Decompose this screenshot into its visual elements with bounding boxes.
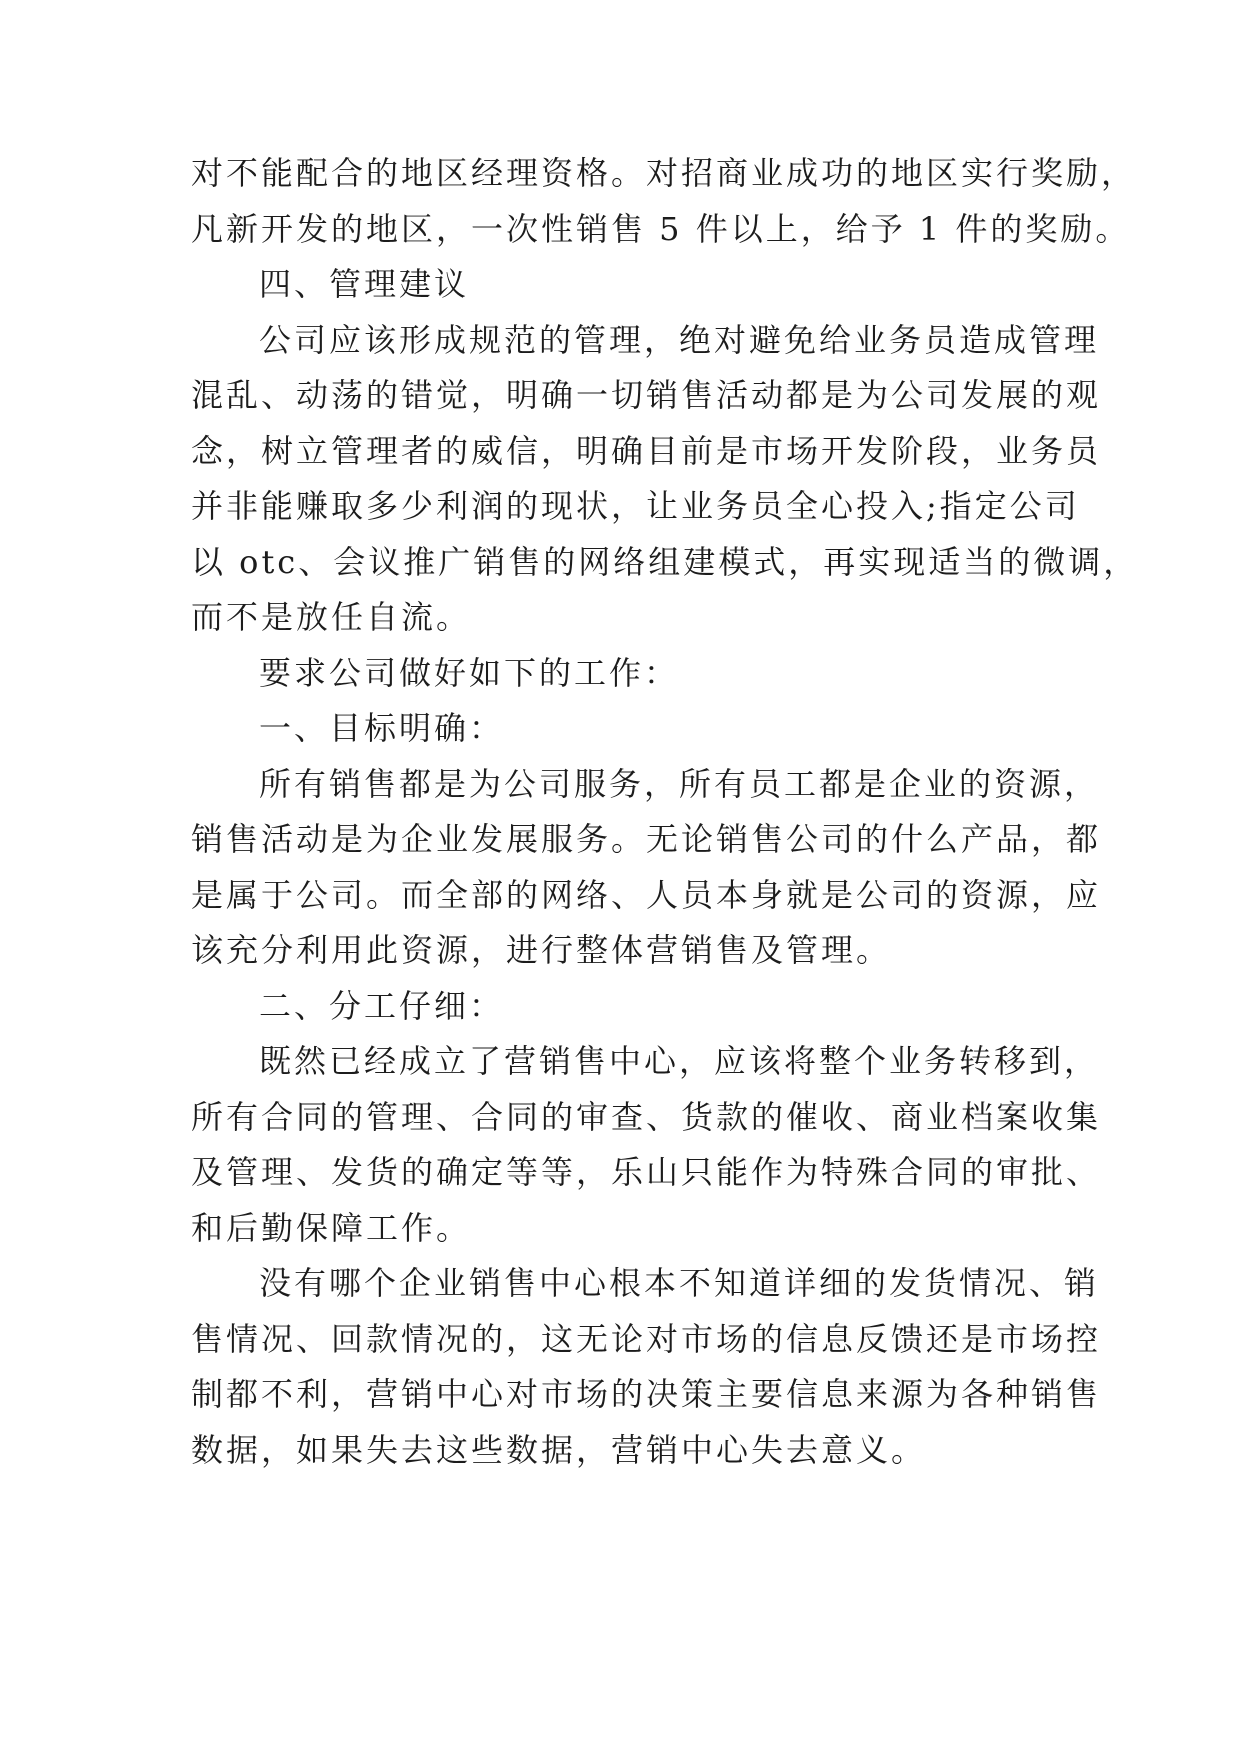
subsection-heading: 一、目标明确： xyxy=(259,709,505,747)
text-line: 及管理、发货的确定等等，乐山只能作为特殊合同的审批、 xyxy=(191,1153,1102,1191)
text-line: 该充分利用此资源，进行整体营销售及管理。 xyxy=(191,931,892,969)
text-line: 是属于公司。而全部的网络、人员本身就是公司的资源，应 xyxy=(191,875,1102,914)
document-page xyxy=(191,146,1139,1478)
paragraph-first-line: 要求公司做好如下的工作： xyxy=(259,653,680,692)
text-line: 销售活动是为企业发展服务。无论销售公司的什么产品，都 xyxy=(191,820,1102,858)
paragraph-first-line: 没有哪个企业销售中心根本不知道详细的发货情况、销 xyxy=(259,1264,1100,1302)
text-line: 混乱、动荡的错觉，明确一切销售活动都是为公司发展的观 xyxy=(191,376,1102,414)
subsection-heading: 二、分工仔细： xyxy=(259,986,505,1025)
text-line: 制都不利，营销中心对市场的决策主要信息来源为各种销售 xyxy=(191,1375,1102,1413)
text-line: 对不能配合的地区经理资格。对招商业成功的地区实行奖励， xyxy=(191,154,1137,192)
section-heading: 四、管理建议 xyxy=(259,265,470,303)
text-line: 和后勤保障工作。 xyxy=(191,1208,472,1247)
text-line: 数据，如果失去这些数据，营销中心失去意义。 xyxy=(191,1430,927,1469)
text-line: 所有合同的管理、合同的审查、货款的催收、商业档案收集 xyxy=(191,1097,1102,1136)
text-line: 凡新开发的地区，一次性销售 5 件以上，给予 1 件的奖励。 xyxy=(191,209,1131,248)
text-line: 以 otc、会议推广销售的网络组建模式，再实现适当的微调， xyxy=(191,542,1139,581)
text-line: 售情况、回款情况的，这无论对市场的信息反馈还是市场控 xyxy=(191,1319,1102,1358)
text-line: 念，树立管理者的威信，明确目前是市场开发阶段，业务员 xyxy=(191,431,1102,470)
paragraph-first-line: 公司应该形成规范的管理，绝对避免给业务员造成管理 xyxy=(259,320,1100,359)
text-line: 并非能赚取多少利润的现状，让业务员全心投入;指定公司 xyxy=(191,487,1080,525)
paragraph-first-line: 所有销售都是为公司服务，所有员工都是企业的资源， xyxy=(259,764,1100,803)
text-line: 而不是放任自流。 xyxy=(191,598,472,636)
paragraph-first-line: 既然已经成立了营销售中心，应该将整个业务转移到， xyxy=(259,1042,1100,1080)
